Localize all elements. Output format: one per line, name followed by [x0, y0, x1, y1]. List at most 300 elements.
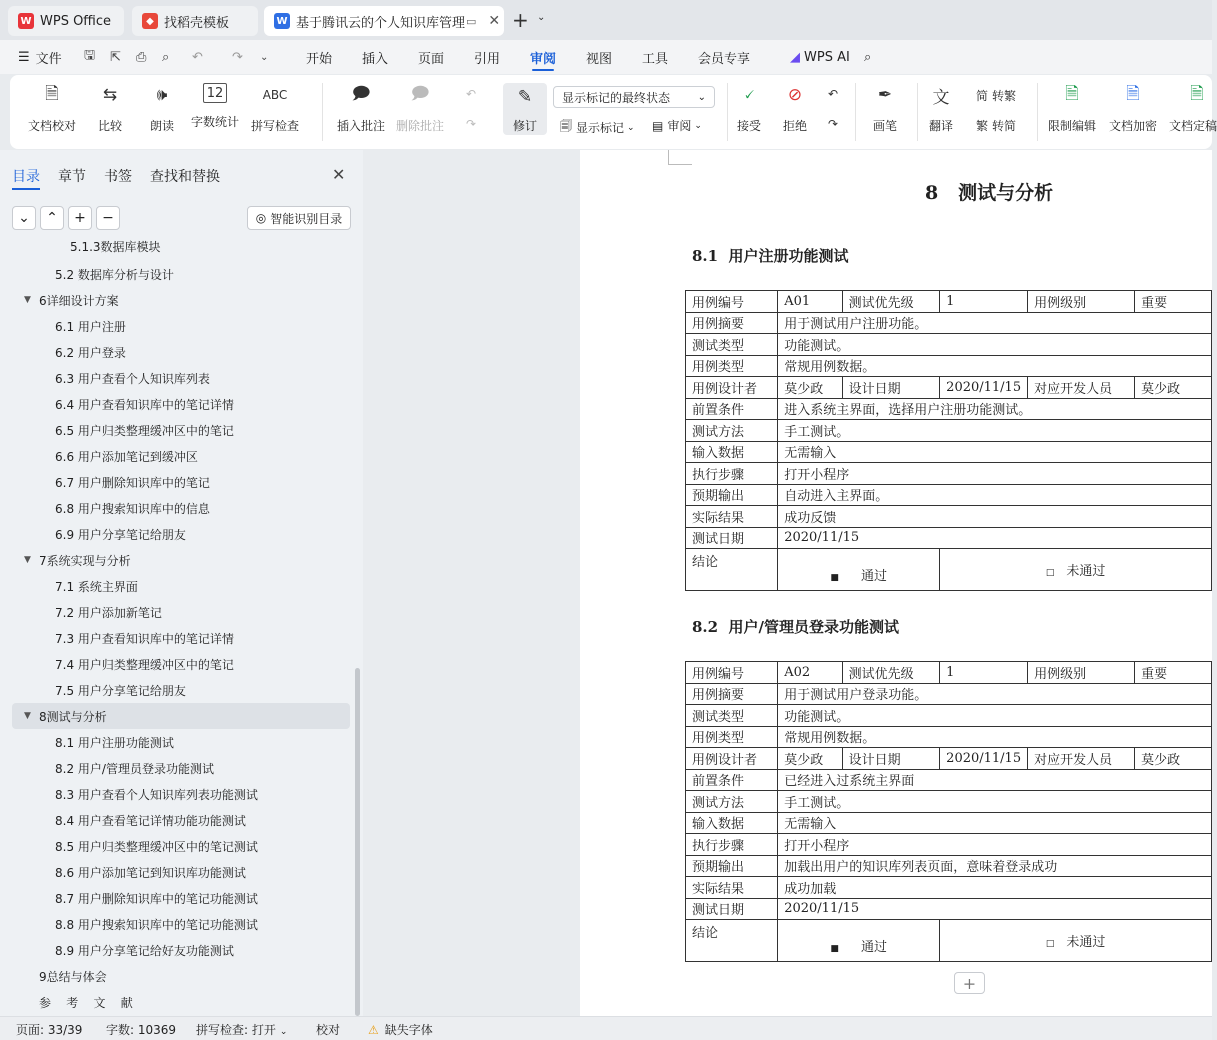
title-tab-bar	[0, 0, 1212, 40]
insert-comment-button[interactable]	[337, 83, 385, 134]
cell-value[interactable]: 无需输入	[778, 812, 1212, 834]
table-row	[686, 855, 1212, 877]
cell-value[interactable]: 功能测试。	[778, 334, 1212, 356]
toc-item[interactable]	[0, 391, 352, 417]
toc-item[interactable]	[0, 807, 352, 833]
cell-value[interactable]: 功能测试。	[778, 705, 1212, 727]
toc-item[interactable]	[0, 233, 352, 259]
menu-membership[interactable]	[698, 40, 750, 74]
button-label: 文档校对	[28, 119, 77, 133]
toc-label: 5.1.3数据库模块	[70, 239, 161, 254]
monitor-icon[interactable]: ▭	[466, 14, 477, 28]
toc-label: 9总结与体会	[39, 969, 107, 984]
cell-value[interactable]: 手工测试。	[778, 420, 1212, 442]
sidebar-tab-bookmarks[interactable]	[104, 166, 132, 186]
search-icon[interactable]: ⌕	[864, 49, 872, 65]
menu-page[interactable]	[418, 40, 444, 74]
toc-item[interactable]	[0, 495, 352, 521]
cell-value[interactable]: A01	[778, 291, 842, 313]
tab-label: 章节	[58, 169, 86, 185]
cell-value[interactable]: 2020/11/15	[778, 527, 1212, 549]
undo-icon[interactable]: ↶	[192, 49, 203, 65]
toc-item[interactable]	[0, 859, 352, 885]
to-traditional-icon: 简	[976, 89, 989, 103]
cell-label: 用例设计者	[686, 377, 778, 399]
tab-wps-office[interactable]	[8, 6, 124, 36]
cell-label: 对应开发人员	[1028, 377, 1135, 399]
ribbon-separator	[855, 83, 856, 141]
checked-box-icon: ■	[830, 944, 839, 954]
button-label: 显示标记	[576, 121, 625, 135]
docer-icon: ◆	[142, 13, 158, 29]
restrict-edit-icon: 🗎	[1065, 83, 1079, 104]
plus-icon: +	[74, 210, 86, 226]
cell-value[interactable]: 重要	[1135, 662, 1212, 684]
cell-label: 用例摘要	[686, 683, 778, 705]
toc-item[interactable]	[0, 625, 352, 651]
button-label: 文档定稿	[1169, 119, 1217, 133]
cell-label: 结论	[686, 549, 778, 591]
cell-value[interactable]: 重要	[1135, 291, 1212, 313]
toc-label: 参 考 文 献	[39, 995, 133, 1010]
toc-item[interactable]	[0, 911, 352, 937]
close-pane-icon[interactable]: ✕	[332, 165, 346, 184]
table-row	[686, 726, 1212, 748]
status-bar	[0, 1016, 1212, 1040]
show-markup-icon: 🗐	[560, 119, 572, 133]
cell-value[interactable]: 莫少政	[778, 377, 842, 399]
cell-value[interactable]: 1	[940, 662, 1028, 684]
menu-home[interactable]	[306, 40, 332, 74]
test-case-table	[685, 661, 1212, 962]
page-margin-area	[363, 150, 580, 1016]
wps-ai-label: WPS AI	[804, 49, 850, 65]
ribbon-separator	[1037, 83, 1038, 141]
cell-label: 测试方法	[686, 420, 778, 442]
warning-icon: ⚠	[368, 1023, 379, 1037]
toc-label: 8.8 用户搜索知识库中的笔记功能测试	[55, 917, 258, 932]
translate-icon: 文	[932, 87, 950, 108]
toc-label: 8.6 用户添加笔记到知识库功能测试	[55, 865, 246, 880]
toc-label: 8.1 用户注册功能测试	[55, 735, 174, 750]
button-label: 翻译	[929, 119, 954, 133]
button-label: 智能识别目录	[270, 211, 343, 226]
cell-label: 测试方法	[686, 791, 778, 813]
cell-value[interactable]: 用于测试用户登录功能。	[778, 683, 1212, 705]
accept-button[interactable]	[737, 83, 761, 134]
cell-value[interactable]: 自动进入主界面。	[778, 484, 1212, 506]
tab-label: WPS Office	[40, 13, 112, 29]
toc-item[interactable]	[0, 651, 352, 677]
chevron-down-icon: ⌄	[18, 210, 30, 226]
table-row	[686, 484, 1212, 506]
toc-scrollbar-thumb[interactable]	[355, 668, 360, 1016]
table-row	[686, 291, 1212, 313]
toc-item[interactable]	[0, 469, 352, 495]
reject-icon: ⊘	[787, 85, 803, 105]
table-row	[686, 398, 1212, 420]
proof-status[interactable]: 校对	[316, 1023, 341, 1037]
toc-item[interactable]	[0, 963, 352, 989]
cell-value[interactable]: 莫少政	[1135, 748, 1212, 770]
table-row	[686, 549, 1212, 591]
ribbon-separator	[917, 83, 918, 141]
toc-item[interactable]	[0, 287, 352, 313]
tab-label: 找稻壳模板	[164, 15, 230, 31]
finalize-button[interactable]	[1169, 83, 1217, 134]
table-row	[686, 506, 1212, 528]
toc-label: 8.7 用户删除知识库中的笔记功能测试	[55, 891, 258, 906]
conclusion-fail[interactable]	[940, 920, 1212, 962]
cell-label: 实际结果	[686, 877, 778, 899]
unchecked-box-icon: □	[1045, 939, 1055, 949]
cell-label: 测试类型	[686, 705, 778, 727]
menu-bar	[0, 40, 1212, 74]
tab-label: 查找和替换	[150, 169, 220, 185]
prev-comment-icon[interactable]: ↶	[466, 87, 477, 101]
delete-comment-icon: 🗩	[410, 83, 430, 104]
conclusion-fail[interactable]	[940, 549, 1212, 591]
toc-item[interactable]	[0, 573, 352, 599]
unchecked-box-icon: □	[1045, 568, 1055, 578]
toc-item[interactable]	[0, 599, 352, 625]
to-traditional-button[interactable]	[976, 87, 1016, 104]
table-row	[686, 527, 1212, 549]
cell-label: 用例编号	[686, 291, 778, 313]
cell-label: 前置条件	[686, 398, 778, 420]
toc-label: 6.4 用户查看知识库中的笔记详情	[55, 397, 234, 412]
prev-change-icon[interactable]: ↶	[828, 87, 839, 101]
toc-label: 8.3 用户查看个人知识库列表功能测试	[55, 787, 258, 802]
review-ribbon	[10, 75, 1217, 149]
expand-caret-icon[interactable]: ▼	[24, 555, 31, 565]
tab-list-chevron-icon[interactable]: ⌄	[537, 12, 546, 23]
toc-item[interactable]	[0, 677, 352, 703]
document-page	[580, 150, 1212, 1016]
spell-check-icon: ABC	[262, 88, 288, 102]
button-label: 修订	[512, 119, 537, 133]
tab-docer-templates[interactable]	[132, 6, 258, 36]
quick-access-chevron-icon[interactable]: ⌄	[260, 51, 269, 63]
toc-item[interactable]	[0, 261, 352, 287]
sidebar-tab-find-replace[interactable]	[150, 166, 220, 186]
wps-ai-icon: ◢	[790, 49, 800, 65]
menu-label: 工具	[642, 51, 669, 67]
proofread-icon: 🗎	[45, 83, 59, 104]
conclusion-pass[interactable]	[778, 549, 940, 591]
tab-label: 目录	[12, 169, 40, 185]
margin-mark	[668, 150, 669, 164]
redo-icon[interactable]: ↷	[232, 49, 243, 65]
toc-label: 6详细设计方案	[39, 293, 119, 308]
table-row	[686, 705, 1212, 727]
cell-value[interactable]: 常规用例数据。	[778, 355, 1212, 377]
button-label: 审阅	[667, 119, 692, 133]
toc-label: 5.2 数据库分析与设计	[55, 267, 174, 282]
cell-value[interactable]: 2020/11/15	[778, 898, 1212, 920]
cell-value[interactable]: A02	[778, 662, 842, 684]
button-label: 接受	[737, 119, 762, 133]
expand-all-button[interactable]	[12, 206, 36, 230]
plus-icon: +	[962, 973, 977, 993]
toc-label: 7.2 用户添加新笔记	[55, 605, 162, 620]
insert-comment-icon: 🗩	[351, 83, 371, 104]
button-label: 画笔	[873, 119, 898, 133]
cell-label: 用例类型	[686, 726, 778, 748]
tab-current-document[interactable]	[264, 6, 504, 36]
file-menu[interactable]	[18, 40, 62, 74]
cell-value[interactable]: 2020/11/15	[940, 377, 1028, 399]
section-heading: 8.2 用户/管理员登录功能测试	[692, 618, 900, 636]
button-label: 转简	[992, 119, 1017, 133]
cell-label: 设计日期	[842, 748, 940, 770]
close-tab-icon[interactable]: ✕	[488, 13, 501, 29]
menu-label: 插入	[362, 51, 389, 67]
compare-button[interactable]	[98, 83, 122, 134]
wps-ai-button[interactable]	[790, 40, 850, 74]
table-row	[686, 877, 1212, 899]
cell-value[interactable]: 加载出用户的知识库列表页面，意味着登录成功	[778, 855, 1212, 877]
review-pane-button[interactable]: ▤ 审阅 ⌄	[652, 118, 702, 133]
to-simplified-button[interactable]	[976, 117, 1016, 134]
cell-label: 预期输出	[686, 484, 778, 506]
cell-value[interactable]: 已经进入过系统主界面	[778, 769, 1212, 791]
read-aloud-button[interactable]	[150, 83, 174, 134]
cell-label: 用例级别	[1028, 291, 1135, 313]
ribbon-separator	[322, 83, 323, 141]
smart-toc-button[interactable]	[247, 206, 351, 230]
restrict-edit-button[interactable]	[1048, 83, 1096, 134]
margin-mark	[668, 164, 692, 165]
menu-label: 审阅	[530, 51, 557, 67]
cell-value[interactable]: 打开小程序	[778, 463, 1212, 485]
print-icon[interactable]: ⎙	[136, 49, 147, 65]
wps-logo-icon: W	[18, 13, 34, 29]
spell-check-status[interactable]: 拼写检查: 打开 ⌄	[196, 1023, 288, 1037]
delete-comment-button[interactable]	[396, 83, 444, 134]
button-label: 限制编辑	[1048, 119, 1097, 133]
print-preview-icon[interactable]: ⌕	[162, 49, 170, 65]
cell-label: 测试优先级	[842, 291, 940, 313]
menu-label: 视图	[586, 51, 613, 67]
menu-label: 会员专享	[698, 51, 751, 67]
pen-button[interactable]	[873, 83, 897, 134]
toc-label: 7.3 用户查看知识库中的笔记详情	[55, 631, 234, 646]
cell-value[interactable]: 进入系统主界面，选择用户注册功能测试。	[778, 398, 1212, 420]
tab-label: 书签	[104, 169, 132, 185]
conclusion-pass[interactable]	[778, 920, 940, 962]
encrypt-icon: 🗎	[1126, 83, 1140, 104]
spell-check-button[interactable]	[251, 83, 299, 134]
table-row	[686, 662, 1212, 684]
table-row	[686, 683, 1212, 705]
menu-tools[interactable]	[642, 40, 668, 74]
toc-label: 7.4 用户归类整理缓冲区中的笔记	[55, 657, 234, 672]
cell-label: 用例摘要	[686, 312, 778, 334]
cell-value[interactable]: 2020/11/15	[940, 748, 1028, 770]
cell-value[interactable]: 打开小程序	[778, 834, 1212, 856]
toc-item[interactable]	[0, 547, 352, 573]
finalize-icon: 🗎	[1190, 83, 1204, 104]
expand-caret-icon[interactable]: ▼	[24, 295, 31, 305]
cell-label: 前置条件	[686, 769, 778, 791]
show-markup-button[interactable]: 🗐 显示标记 ⌄	[560, 117, 635, 138]
chevron-down-icon: ⌄	[697, 91, 706, 103]
toc-item[interactable]	[0, 885, 352, 911]
toc-label: 6.5 用户归类整理缓冲区中的笔记	[55, 423, 234, 438]
button-label: 比较	[98, 119, 123, 133]
button-label: 插入批注	[337, 119, 386, 133]
table-row	[686, 898, 1212, 920]
word-count-icon: 12	[203, 83, 227, 103]
toc-label: 6.2 用户登录	[55, 345, 126, 360]
track-changes-icon: ✎	[517, 87, 533, 107]
toc-item[interactable]	[0, 443, 352, 469]
toc-label: 8.9 用户分享笔记给好友功能测试	[55, 943, 234, 958]
fail-label: 未通过	[1066, 935, 1106, 950]
menu-references[interactable]	[474, 40, 500, 74]
translate-button[interactable]	[929, 83, 953, 134]
cell-label: 用例级别	[1028, 662, 1135, 684]
tab-label: 基于腾讯云的个人知识库管理	[296, 15, 466, 31]
table-row	[686, 377, 1212, 399]
save-icon[interactable]: 🖫	[84, 48, 96, 63]
reject-button[interactable]	[783, 83, 807, 134]
collapse-all-button[interactable]	[40, 206, 64, 230]
menu-insert[interactable]	[362, 40, 388, 74]
toc-label: 6.1 用户注册	[55, 319, 126, 334]
menu-label: 页面	[418, 51, 445, 67]
menu-label: 引用	[474, 51, 501, 67]
pen-icon: ✒	[877, 85, 893, 105]
toc-item[interactable]	[0, 365, 352, 391]
toc-label: 6.6 用户添加笔记到缓冲区	[55, 449, 198, 464]
compare-icon: ⇆	[102, 85, 118, 105]
share-icon[interactable]: ⇱	[110, 49, 121, 65]
cell-value[interactable]: 成功反馈	[778, 506, 1212, 528]
toc-item[interactable]	[0, 417, 352, 443]
cell-label: 用例类型	[686, 355, 778, 377]
toc-item[interactable]	[0, 521, 352, 547]
next-change-icon[interactable]: ↷	[828, 117, 839, 131]
cell-value[interactable]: 无需输入	[778, 441, 1212, 463]
hamburger-icon: ☰	[18, 49, 30, 65]
toc-label: 6.8 用户搜索知识库中的信息	[55, 501, 210, 516]
promote-level-button[interactable]	[68, 206, 92, 230]
demote-level-button[interactable]	[96, 206, 120, 230]
section-heading: 8.1 用户注册功能测试	[692, 247, 849, 265]
toc-item[interactable]	[0, 937, 352, 963]
ribbon-separator	[727, 83, 728, 141]
table-row	[686, 420, 1212, 442]
button-label: 朗读	[150, 119, 175, 133]
cell-value[interactable]: 手工测试。	[778, 791, 1212, 813]
table-row	[686, 312, 1212, 334]
missing-font-status[interactable]	[368, 1021, 433, 1038]
pass-label: 通过	[860, 569, 887, 584]
cell-label: 输入数据	[686, 441, 778, 463]
toc-item[interactable]	[0, 339, 352, 365]
button-label: 字数统计	[191, 115, 240, 129]
cell-value[interactable]: 成功加载	[778, 877, 1212, 899]
cell-value[interactable]: 莫少政	[778, 748, 842, 770]
cell-value[interactable]: 1	[940, 291, 1028, 313]
toc-item[interactable]	[0, 755, 352, 781]
expand-caret-icon[interactable]: ▼	[24, 711, 31, 721]
cell-value[interactable]: 莫少政	[1135, 377, 1212, 399]
pass-label: 通过	[860, 940, 887, 955]
next-comment-icon[interactable]: ↷	[466, 117, 477, 131]
toc-label: 8.2 用户/管理员登录功能测试	[55, 761, 214, 776]
word-count-button[interactable]	[191, 83, 239, 130]
cell-label: 实际结果	[686, 506, 778, 528]
missing-font-label: 缺失字体	[384, 1023, 433, 1037]
table-row	[686, 355, 1212, 377]
button-label: 文档加密	[1109, 119, 1158, 133]
checked-box-icon: ■	[830, 573, 839, 583]
cell-label: 结论	[686, 920, 778, 962]
encrypt-button[interactable]	[1109, 83, 1157, 134]
fail-label: 未通过	[1066, 564, 1106, 579]
page-indicator[interactable]: 页面: 33/39	[16, 1023, 83, 1037]
menu-label: 开始	[306, 51, 333, 67]
table-row	[686, 791, 1212, 813]
cell-label: 用例设计者	[686, 748, 778, 770]
toc-label: 8.4 用户查看笔记详情功能功能测试	[55, 813, 246, 828]
new-tab-icon[interactable]: +	[512, 8, 529, 32]
display-mode-select[interactable]	[553, 86, 715, 108]
navigation-pane	[0, 150, 363, 1016]
word-doc-icon: W	[274, 13, 290, 29]
menu-view[interactable]	[586, 40, 612, 74]
test-case-table	[685, 290, 1212, 591]
toc-item[interactable]	[0, 313, 352, 339]
toc-item[interactable]	[0, 989, 352, 1015]
cell-label: 执行步骤	[686, 463, 778, 485]
cell-label: 执行步骤	[686, 834, 778, 856]
toc-label: 6.3 用户查看个人知识库列表	[55, 371, 210, 386]
add-row-button[interactable]	[954, 972, 985, 994]
to-simplified-icon: 繁	[976, 119, 989, 133]
menu-review[interactable]	[530, 40, 556, 74]
track-changes-button[interactable]	[503, 83, 547, 135]
active-tab-underline	[12, 188, 40, 190]
word-count[interactable]: 字数: 10369	[106, 1023, 177, 1037]
toc-label: 7.1 系统主界面	[55, 579, 138, 594]
cell-label: 输入数据	[686, 812, 778, 834]
cell-label: 测试日期	[686, 527, 778, 549]
cell-label: 用例编号	[686, 662, 778, 684]
table-row	[686, 834, 1212, 856]
toc-item-current[interactable]	[12, 703, 350, 729]
button-label: 删除批注	[396, 119, 445, 133]
cell-label: 测试类型	[686, 334, 778, 356]
toc-item[interactable]	[0, 781, 352, 807]
table-row	[686, 769, 1212, 791]
cell-value[interactable]: 常规用例数据。	[778, 726, 1212, 748]
sidebar-tab-chapters[interactable]	[58, 166, 86, 186]
button-label: 转繁	[992, 89, 1017, 103]
table-row	[686, 920, 1212, 962]
toc-item[interactable]	[0, 833, 352, 859]
toc-item[interactable]	[0, 729, 352, 755]
cell-value[interactable]: 用于测试用户注册功能。	[778, 312, 1212, 334]
spell-check-label: 拼写检查: 打开	[196, 1023, 276, 1037]
sidebar-tab-toc[interactable]	[12, 166, 40, 186]
toc-list	[0, 236, 352, 1016]
proofread-button[interactable]	[28, 83, 76, 134]
toc-label: 7.5 用户分享笔记给朋友	[55, 683, 186, 698]
